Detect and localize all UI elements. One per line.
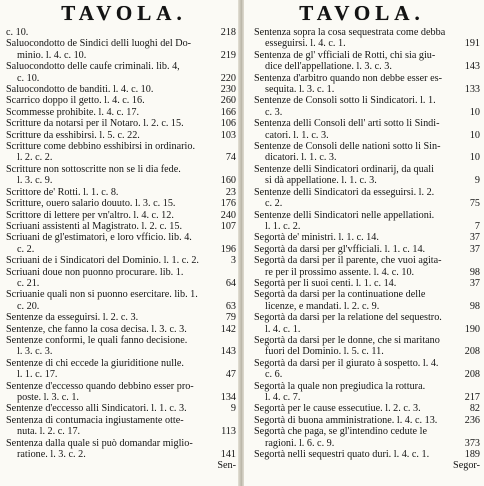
index-entry	[254, 50, 480, 73]
entry-text-line: licenze, e mandati. l. 2. c. 9.	[265, 300, 380, 312]
entry-text-line: ratione. l. 3. c. 2.	[17, 449, 86, 461]
index-entry	[254, 358, 480, 381]
index-entry	[6, 95, 236, 106]
entry-page-number: 142	[220, 323, 236, 335]
entry-page-number: 190	[464, 323, 480, 335]
entry-text-line: Saluocondotto de Sindici delli luoghi del Do-	[6, 38, 192, 50]
entry-page-number: 63	[225, 300, 236, 312]
entry-page-number: 176	[220, 198, 236, 210]
entry-text-line: minio. l. 4. c. 10.	[17, 49, 87, 61]
entry-text-line: Segortà da darsi per il parente, che vuoi agita-	[254, 255, 442, 267]
entry-text-line: ragioni. l. 6. c. 9.	[265, 437, 335, 449]
entry-page-number: 143	[220, 346, 236, 358]
entry-text-line: l. 1. c. 2.	[265, 220, 301, 232]
entry-text-line: c. 10.	[6, 27, 29, 38]
entry-text-line: fuori del Dominio. l. 5. c. 11.	[265, 346, 384, 358]
entry-text-line: Scritture da esshibirsi. l. 5. c. 22.	[6, 129, 140, 141]
entry-page-number: 134	[220, 392, 236, 403]
entry-page-number: 75	[469, 198, 480, 210]
index-entry	[254, 187, 480, 210]
index-entry	[6, 381, 236, 404]
entry-text-line: Segortà nelli sequestri quato duri. l. 4. c. 1.	[254, 449, 430, 461]
entry-text-line: Sentenza di contumacia ingiustamente otte-	[6, 414, 184, 426]
entry-text-line: Sentenza sopra la cosa sequestrata come debba	[254, 27, 446, 38]
entry-text-line: Sentenza d'arbitro quando non debbe esser es-	[254, 72, 442, 84]
index-entry	[6, 221, 236, 232]
right-page	[244, 0, 484, 486]
index-entry	[254, 27, 480, 50]
entry-page-number: 208	[464, 369, 480, 381]
entry-page-number: 219	[220, 49, 236, 61]
entry-text-line: l. 3. c. 3.	[17, 346, 53, 358]
index-entries-right	[254, 27, 480, 472]
index-entry	[254, 415, 480, 426]
entry-page-number: 79	[225, 312, 236, 324]
entry-page-number: 64	[225, 277, 236, 289]
entry-text-line: Sentenze conformi, le quali fanno decisione.	[6, 334, 188, 346]
entry-text-line: c. 2.	[17, 243, 35, 255]
entry-text-line: Segortà da darsi per gl'vfficiali. l. 1. c. 14.	[254, 243, 426, 255]
index-entry	[6, 267, 236, 290]
entry-page-number: 37	[469, 232, 480, 244]
entry-text-line: l. 4. c. 7.	[265, 392, 301, 403]
entry-page-number: 218	[220, 27, 236, 38]
entry-text-line: Segortà la quale non pregiudica la rottura.	[254, 380, 426, 392]
index-entry	[254, 95, 480, 118]
index-entry	[6, 130, 236, 141]
entry-text-line: c. 20.	[17, 300, 40, 312]
entry-text-line: Segortà di buona amministratione. l. 4. c. 13.	[254, 414, 438, 426]
index-entry	[6, 210, 236, 221]
index-entry	[254, 403, 480, 414]
index-entry	[254, 141, 480, 164]
index-entry	[254, 255, 480, 278]
entry-page-number: 7	[474, 220, 480, 232]
index-entry	[6, 84, 236, 95]
entry-page-number: 82	[469, 403, 480, 415]
entry-text-line: l. 3. c. 9.	[17, 175, 53, 187]
index-entry	[6, 198, 236, 209]
index-entry	[254, 244, 480, 255]
entry-page-number: 166	[220, 106, 236, 118]
entry-text-line: Scritture da notarsi per il Notaro. l. 2. c. 15.	[6, 118, 184, 130]
left-page	[0, 0, 240, 486]
index-entry	[6, 335, 236, 358]
entry-page-number: 10	[469, 106, 480, 118]
entry-text-line: Segortà da darsi per il giurato à sospetto. l. 4.	[254, 357, 439, 369]
entry-page-number: 240	[220, 209, 236, 221]
entry-page-number: 103	[220, 129, 236, 141]
entry-text-line: l. 2. c. 2.	[17, 152, 53, 164]
page-title-left: TAVOLA.	[61, 1, 187, 25]
entry-text-line: Scriuani de gl'estimatori, e loro vfficio. lib. 4.	[6, 232, 192, 244]
entry-page-number: 37	[469, 243, 480, 255]
entry-text-line: Scrittore de' Rotti. l. 1. c. 8.	[6, 186, 119, 198]
index-entry	[6, 27, 236, 38]
entry-text-line: Segortà de' ministri. l. 1. c. 14.	[254, 232, 379, 244]
entry-text-line: sequita. l. 3. c. 1.	[265, 84, 335, 96]
index-entry	[254, 118, 480, 141]
index-entry	[6, 255, 236, 266]
page-title-right: TAVOLA.	[299, 1, 425, 25]
entry-page-number: 9	[474, 175, 480, 187]
entry-page-number: 160	[220, 175, 236, 187]
entry-text-line: Scommesse prohibite. l. 4. c. 17.	[6, 106, 139, 118]
entry-text-line: Segortà per li suoi centi. l. 1. c. 14.	[254, 277, 397, 289]
entry-page-number: 230	[220, 84, 236, 96]
entry-page-number: 143	[464, 61, 480, 73]
index-entry	[254, 312, 480, 335]
entry-text-line: Sentenza de gl' vfficiali de Rotti, chi sia giu-	[254, 49, 436, 61]
entry-text-line: poste. l. 3. c. 1.	[17, 392, 79, 403]
entry-text-line: Scriuani doue non puonno procurare. lib. 1.	[6, 266, 184, 278]
index-entry	[254, 164, 480, 187]
entry-text-line: l. 4. c. 1.	[265, 323, 301, 335]
entry-page-number: 208	[464, 346, 480, 358]
entry-page-number: 47	[225, 369, 236, 381]
entry-text-line: Sentenze delli Sindicatori ordinarij, da quali	[254, 163, 434, 175]
entry-page-number: 98	[469, 300, 480, 312]
entry-text-line: Sentenze de Consoli sotto li Sindicatori. l. 1.	[254, 95, 436, 107]
entry-text-line: Sentenze d'eccesso alli Sindicatori. l. 1. c. 3.	[6, 403, 187, 415]
entry-page-number: 98	[469, 266, 480, 278]
entry-page-number: 189	[464, 449, 480, 461]
entry-text-line: catori. l. 1. c. 3.	[265, 129, 329, 141]
catchword: Segor-	[453, 460, 480, 472]
index-entry	[6, 141, 236, 164]
entry-text-line: Sentenze delli Sindicatori da esseguirsi. l. 2.	[254, 186, 435, 198]
index-entry	[6, 61, 236, 84]
entry-page-number: 10	[469, 152, 480, 164]
entry-text-line: Scritture come debbino esshibirsi in ordinario.	[6, 141, 195, 153]
index-entry	[254, 289, 480, 312]
index-entry	[6, 403, 236, 414]
entry-text-line: Segortà da darsi per le donne, che si maritano	[254, 334, 440, 346]
entry-text-line: Scriuanie quali non si puonno esercitare. lib. 1.	[6, 289, 198, 301]
index-entry	[6, 358, 236, 381]
entry-text-line: Scrittore di lettere per vn'altro. l. 4. c. 12.	[6, 209, 174, 221]
entry-page-number: 236	[464, 414, 480, 426]
entry-text-line: nuta. l. 2. c. 17.	[17, 426, 81, 438]
entry-text-line: Sentenze d'eccesso quando debbino esser pro-	[6, 380, 194, 392]
entry-text-line: Segortà da darsi per la continuatione delle	[254, 289, 426, 301]
entry-page-number: 9	[230, 403, 236, 415]
index-entry	[6, 312, 236, 323]
index-entry	[254, 426, 480, 449]
entry-text-line: c. 3.	[265, 106, 283, 118]
entry-text-line: Segortà per le cause essecutiue. l. 2. c. 3.	[254, 403, 421, 415]
entry-page-number: 220	[220, 72, 236, 84]
entry-text-line: Scritture non sottoscritte non se li dia fede.	[6, 163, 181, 175]
entry-page-number: 10	[469, 129, 480, 141]
entry-text-line: re per il prossimo assente. l. 4. c. 10.	[265, 266, 415, 278]
index-entry	[254, 278, 480, 289]
entry-text-line: c. 2.	[265, 198, 283, 210]
entry-page-number: 107	[220, 220, 236, 232]
entry-page-number: 113	[221, 426, 236, 438]
entry-text-line: l. 1. c. 17.	[17, 369, 58, 381]
index-entries-left	[6, 27, 236, 472]
entry-text-line: c. 10.	[17, 72, 40, 84]
entry-page-number: 23	[225, 186, 236, 198]
entry-text-line: Scriuani assistenti al Magistrato. l. 2. c. 15.	[6, 220, 182, 232]
entry-text-line: Sentenze, che fanno la cosa decisa. l. 3. c. 3.	[6, 323, 187, 335]
entry-text-line: Sentenze delli Sindicatori nelle appellationi.	[254, 209, 435, 221]
index-entry	[6, 187, 236, 198]
entry-text-line: c. 6.	[265, 369, 283, 381]
index-entry	[6, 164, 236, 187]
entry-page-number: 3	[230, 255, 236, 267]
index-entry	[254, 381, 480, 404]
entry-page-number: 191	[464, 38, 480, 50]
entry-page-number: 106	[220, 118, 236, 130]
index-entry	[6, 289, 236, 312]
entry-page-number: 373	[464, 437, 480, 449]
entry-text-line: Segortà da darsi per la relatione del sequestro.	[254, 312, 442, 324]
entry-page-number: 74	[225, 152, 236, 164]
entry-page-number: 37	[469, 277, 480, 289]
index-entry	[254, 73, 480, 96]
entry-text-line: Sentenza delli Consoli dell' arti sotto li Sindi-	[254, 118, 440, 130]
index-entry	[6, 107, 236, 118]
index-entry	[254, 210, 480, 233]
index-entry	[6, 324, 236, 335]
index-entry	[6, 232, 236, 255]
index-entry	[254, 232, 480, 243]
entry-page-number: 260	[220, 95, 236, 107]
entry-text-line: Saluocondotto de banditi. l. 4. c. 10.	[6, 84, 154, 96]
entry-text-line: Scritture, ouero salario douuto. l. 3. c. 15.	[6, 198, 176, 210]
index-entry	[6, 118, 236, 129]
index-entry	[254, 335, 480, 358]
entry-text-line: Sentenze da esseguirsi. l. 2. c. 3.	[6, 312, 139, 324]
entry-text-line: Sentenze de Consoli delle nationi sotto li Sin-	[254, 141, 441, 153]
entry-text-line: Scarrico doppo il getto. l. 4. c. 16.	[6, 95, 145, 107]
entry-text-line: Sentenza dalla quale si può domandar miglio-	[6, 437, 193, 449]
entry-page-number: 217	[464, 392, 480, 403]
entry-text-line: Sentenze di chi eccede la giuriditione nulle.	[6, 357, 184, 369]
entry-page-number: 141	[220, 449, 236, 461]
entry-text-line: Scriuani de i Sindicatori del Dominio. l. 1. c. 2.	[6, 255, 199, 267]
entry-text-line: Saluocondotto delle caufe criminali. lib. 4,	[6, 61, 180, 73]
entry-text-line: c. 21.	[17, 277, 40, 289]
entry-text-line: dicatori. l. 1. c. 3.	[265, 152, 337, 164]
index-entry	[254, 449, 480, 460]
entry-text-line: dice dell'appellatione. l. 3. c. 3.	[265, 61, 392, 73]
entry-text-line: Segortà che paga, se gl'intendino cedute le	[254, 426, 427, 438]
index-entry	[6, 415, 236, 438]
index-entry	[6, 438, 236, 461]
entry-text-line: esseguirsi. l. 4. c. 1.	[265, 38, 346, 50]
catchword: Sen-	[217, 460, 236, 472]
index-entry	[6, 38, 236, 61]
entry-page-number: 196	[220, 243, 236, 255]
entry-text-line: si dà appellatione. l. 1. c. 3.	[265, 175, 377, 187]
entry-page-number: 133	[464, 84, 480, 96]
